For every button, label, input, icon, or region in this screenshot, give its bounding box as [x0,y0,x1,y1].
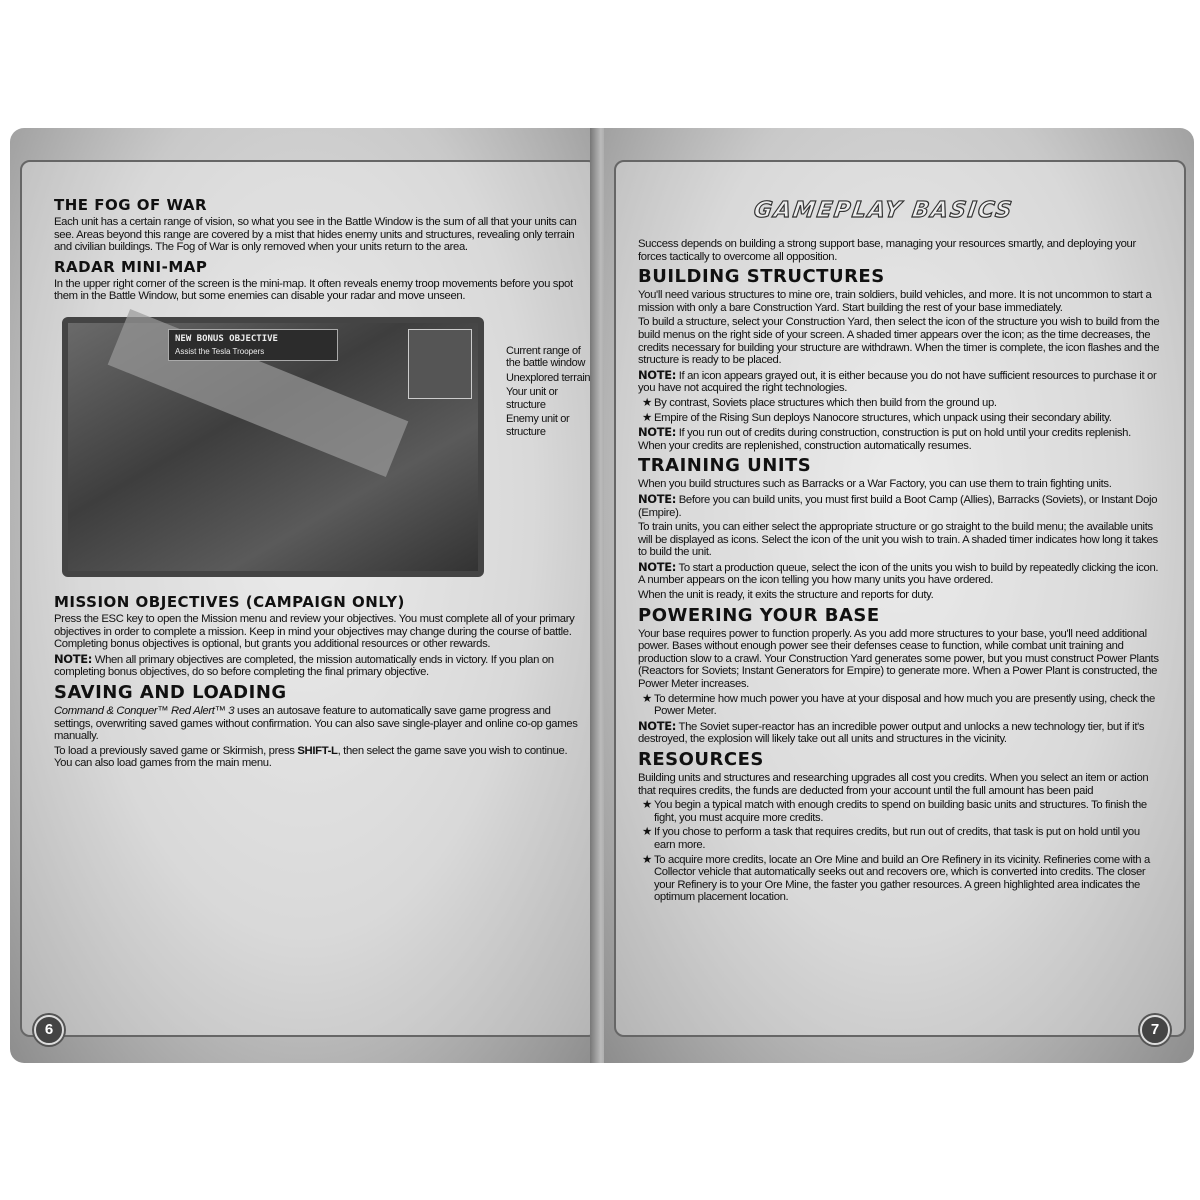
intro: Success depends on building a strong support base, managing your resources smartly, and deploying your forces tactically to overcome all opposition. [638,238,1136,263]
star-icon: ★ [642,396,652,409]
heading-mission: MISSION OBJECTIVES (CAMPAIGN ONLY) [54,592,405,611]
heading-training: TRAINING UNITS [638,455,812,477]
game-screenshot [62,317,591,577]
shortcut: SHIFT-L [297,744,338,757]
heading-radar: RADAR MINI-MAP [54,257,208,276]
bullet [638,854,1160,904]
objective-text: Assist the Tesla Troopers [175,346,265,356]
fog-text: Each unit has a certain range of vision, so what you see in the Battle Window is the sum of all that your units can see. Areas beyond this range are covered by a mist that hides enemy units and structures, revealing only terrain and civilian buildings. The Fog of War is only removed when your units return to the area. [54,216,577,254]
note-label: NOTE: [638,425,676,440]
note-text: If you run out of credits during construction, construction is put on hold until your credits replenish. When your credits are replenished, construction automatically resumes. [638,427,1131,452]
star-icon: ★ [642,692,652,705]
radar-minimap [408,329,472,399]
note-text: Before you can build units, you must first build a Boot Camp (Allies), Barracks (Soviets), or Instant Dojo (Empire). [638,493,1158,519]
right-column [638,238,1160,906]
mission-text: Press the ESC key to open the Mission menu and review your objectives. You must complete all of your primary objectives in order to complete a mission. Keep in mind your objectives may change during the course of battle. Completing bonus objectives is optional, but grants you additional resources or other rewards. [54,612,575,651]
note-text: If an icon appears grayed out, it is either because you do not have sufficient resources to purchase it or you have not acquired the right technologies. [638,369,1157,395]
heading-building: BUILDING STRUCTURES [638,266,885,288]
left-column [54,192,591,772]
bullet [638,412,1160,425]
game-title: Command & Conquer™ Red Alert™ 3 [54,704,235,717]
callout: Your unit or structure [506,386,558,411]
radar-text: In the upper right corner of the screen is the mini-map. It often reveals enemy troop movements before you spot them in the Battle Window, but some enemies can disable your radar and move unseen. [54,277,573,303]
paragraph: To build a structure, select your Construction Yard, then select the icon of the structure you wish to build from the build menus on the right side of your screen. A shaded timer appears over the icon; as the time decreases, the credits necessary for building your structure are withdrawn. When the timer is complete, the icon flashes and the structure is ready to be placed. [638,316,1160,367]
star-icon: ★ [642,826,652,839]
heading-power: POWERING YOUR BASE [638,604,880,626]
note-label: NOTE: [638,491,676,506]
bullet-text: To acquire more credits, locate an Ore Mine and build an Ore Refinery in its vicinity. Refineries come with a Collector vehicle that automatically seeks out and recovers ore, which is converted into credits. The closer your Refinery is to your Ore Mine, the faster you gather resources. A green highlighted area indicates the optimum placement location. [654,853,1150,904]
note [638,493,1160,519]
paragraph: You'll need various structures to mine ore, train soldiers, build vehicles, and more. It is not uncommon to start a mission with only a bare Construction Yard. Start building the rest of your base immediately. [638,289,1152,314]
saving-text: uses an autosave feature to automatically save game progress and settings, overwriting saved games without confirmation. You can also save single-player and online co-op games manually. [54,704,578,743]
note-text: To start a production queue, select the icon of the units you wish to build by repeatedly clicking the icon. A number appears on the icon telling you how many units you have ordered. [638,561,1159,587]
heading-resources: RESOURCES [638,749,764,770]
heading-fog-of-war: THE FOG OF WAR [54,196,208,214]
star-icon: ★ [642,853,652,866]
paragraph: Your base requires power to function properly. As you add more structures to your base, you'll need additional power. Bases without enough power see their defenses cease to function, while combat unit training and production slow to a crawl. Your Construction Yard generates some power, but you must construct Power Plants (Reactors for Soviets; Instant Generators for Empire) to generate more. When a Power Plant is constructed, the Power Meter increases. [638,627,1159,691]
bullet-text: By contrast, Soviets place structures which then build from the ground up. [654,396,997,409]
star-icon: ★ [642,411,652,424]
page-number: 6 [34,1015,64,1045]
bullet [638,693,1160,718]
bullet-text: If you chose to perform a task that requires credits, but run out of credits, that task is put on hold until you earn more. [654,826,1140,851]
right-page [604,128,1194,1063]
paragraph: To train units, you can either select the appropriate structure or go straight to the build menu; the available units will be displayed as icons. Select the icon of the unit you wish to train. A shaded timer indicates how long it takes to build the unit. [638,521,1158,559]
page-title: GAMEPLAY BASICS [752,198,1016,223]
saving-text-2 [54,745,580,770]
note-label: NOTE: [54,651,92,666]
callout: Unexplored terrain [506,371,591,384]
note [638,426,1160,452]
note-text: When all primary objectives are completed, the mission automatically ends in victory. If you plan on completing bonus objectives, do so before completing the final primary objective. [54,653,554,679]
bonus-objective-panel [168,329,338,361]
text: To load a previously saved game or Skirmish, press [54,744,295,757]
saving-text-1 [54,705,580,743]
bullet-text: To determine how much power you have at your disposal and how much you are presently using, check the Power Meter. [654,692,1155,718]
heading-saving: SAVING AND LOADING [54,681,287,703]
mission-note [54,653,580,679]
paragraph: Building units and structures and researching upgrades all cost you credits. When you select an item or action that requires credits, the funds are deducted from your account until the full amount has been paid [638,772,1149,797]
callouts [506,345,596,441]
callout: Enemy unit or structure [506,413,570,438]
note-label: NOTE: [638,559,676,574]
bullet-text: You begin a typical match with enough credits to spend on building basic units and structures. To finish the fight, you must acquire more credits. [654,799,1147,824]
note [638,369,1160,395]
star-icon: ★ [642,799,652,812]
note-label: NOTE: [638,718,676,733]
callout: Current range of the battle window [506,344,586,370]
objective-title: NEW BONUS OBJECTIVE [175,333,278,344]
note-label: NOTE: [638,367,676,382]
note [638,720,1160,746]
paragraph: When the unit is ready, it exits the structure and reports for duty. [638,589,934,602]
bullet [638,799,1160,824]
bullet [638,826,1160,851]
left-page [10,128,600,1063]
bullet [638,397,1160,410]
note [638,561,1160,587]
note-text: The Soviet super-reactor has an incredible power output and unlocks a new technology tier, but if it's destroyed, the explosion will likely take out all units and structures in the vicinity. [638,720,1145,746]
bullet-text: Empire of the Rising Sun deploys Nanocore structures, which unpack using their secondary ability. [654,411,1112,424]
paragraph: When you build structures such as Barracks or a War Factory, you can use them to train fighting units. [638,478,1112,491]
page-number: 7 [1140,1015,1170,1045]
text: , then select the game save you wish to continue. You can also load games from the main menu. [54,744,568,770]
